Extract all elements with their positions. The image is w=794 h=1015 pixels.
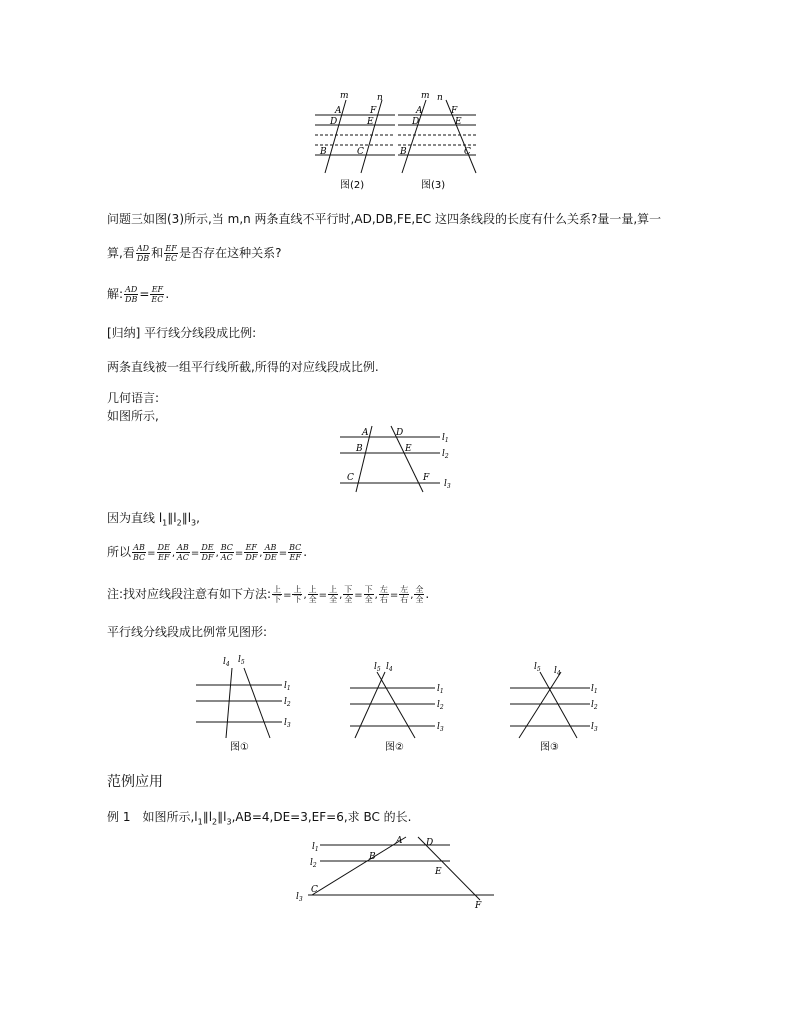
subscript: 1 (162, 518, 168, 528)
separator: , (303, 590, 307, 601)
denominator: DF (201, 553, 214, 562)
numerator: DE (157, 543, 170, 552)
example-1-figure (290, 830, 500, 912)
label-l5 (534, 662, 541, 673)
label-l4 (223, 657, 230, 668)
sub: 1 (314, 846, 319, 853)
numerator: EF (151, 285, 164, 294)
label-E: E (455, 117, 462, 127)
note-line (107, 585, 429, 604)
l: l (534, 662, 537, 672)
proportion-equations (131, 543, 303, 562)
because-line (107, 511, 200, 530)
fraction-ef-ec (164, 244, 178, 263)
sub: 1 (593, 688, 598, 695)
separator: , (339, 590, 343, 601)
l: l (437, 700, 440, 710)
separator: , (374, 590, 378, 601)
sub: 3 (286, 722, 291, 729)
l: l (386, 662, 389, 672)
numerator: 上 (273, 585, 282, 594)
numerator: EF (165, 244, 177, 253)
l: l (444, 479, 447, 489)
separator: = (234, 548, 244, 559)
parallel-lines-figure (335, 422, 460, 494)
sub: 5 (240, 659, 245, 666)
fraction (343, 585, 353, 604)
numerator: EF (245, 543, 257, 552)
l: l (284, 681, 287, 691)
as-shown-text: 如图所示, (107, 409, 159, 423)
label-D: D (330, 117, 338, 127)
common-figures-title: 平行线分线段成比例常见图形: (107, 625, 268, 639)
l: l (296, 892, 299, 902)
numerator: 全 (415, 585, 424, 594)
label-l1 (284, 681, 291, 692)
numerator: AD (125, 285, 138, 294)
sub: 1 (439, 688, 444, 695)
subscript: 3 (191, 518, 197, 528)
sub: 3 (446, 483, 451, 490)
fraction (308, 585, 318, 604)
numerator: AB (177, 543, 189, 552)
l: l (591, 722, 594, 732)
fraction (292, 585, 302, 604)
denominator: EF (158, 553, 170, 562)
sub: 2 (444, 453, 449, 460)
subscript: 1 (197, 817, 203, 827)
fraction (399, 585, 409, 604)
label-B: B (320, 147, 327, 157)
numerator: AB (264, 543, 277, 552)
subscript: 2 (212, 817, 218, 827)
equals-sign: = (139, 287, 150, 301)
label-A: A (416, 106, 423, 116)
parallel: ∥l (167, 511, 177, 525)
question-text: 是否存在这种关系? (179, 246, 282, 260)
common-figure-2 (345, 650, 460, 755)
note-ratios (271, 585, 425, 604)
l: l (591, 700, 594, 710)
denominator: DB (136, 254, 150, 263)
example-text: 例 1 如图所示,l (107, 810, 198, 824)
label-E: E (405, 444, 412, 454)
fraction (157, 543, 171, 562)
l: l (223, 657, 226, 667)
question-line-1: 问题三如图(3)所示,当 m,n 两条直线不平行时,AD,DB,FE,EC 这四条线段的长度有什么关系?量一量,算一 (107, 212, 662, 226)
section-title: 范例应用 (107, 774, 163, 790)
separator: = (190, 548, 200, 559)
note-prefix: 注:找对应线段注意有如下方法: (107, 587, 272, 601)
denominator: DF (245, 553, 258, 562)
l: l (442, 433, 445, 443)
numerator: 上 (293, 585, 302, 594)
question-line-2 (107, 244, 281, 263)
top-figures (300, 88, 490, 193)
label-D: D (412, 117, 420, 127)
fraction (288, 543, 302, 562)
fraction (328, 585, 338, 604)
label-m: m (340, 91, 349, 101)
label-l3 (284, 718, 291, 729)
label-C: C (311, 885, 318, 895)
l: l (591, 684, 594, 694)
period: . (165, 287, 170, 301)
label-F: F (451, 106, 458, 116)
fraction (414, 585, 424, 604)
label-F: F (423, 473, 430, 483)
fraction (176, 543, 190, 562)
sub: 2 (312, 862, 317, 869)
common-figure-1 (190, 650, 305, 755)
fraction-ad-db (124, 285, 138, 304)
label-D: D (396, 428, 404, 438)
fraction (379, 585, 389, 604)
sub: 3 (439, 726, 444, 733)
label-A: A (335, 106, 342, 116)
l: l (238, 655, 241, 665)
sub: 3 (298, 896, 303, 903)
label-C: C (464, 147, 471, 157)
label-l3 (591, 722, 598, 733)
denominator: 右 (400, 595, 409, 604)
denominator: EC (165, 254, 178, 263)
figure-2 (315, 91, 395, 191)
l: l (442, 449, 445, 459)
l: l (374, 662, 377, 672)
label-E: E (367, 117, 374, 127)
fraction-ef-ec (150, 285, 164, 304)
sub: 5 (376, 666, 381, 673)
numerator: 上 (329, 585, 338, 594)
subscript: 3 (226, 817, 232, 827)
label-l3 (296, 892, 303, 903)
label-l2 (284, 697, 291, 708)
label-n: n (377, 93, 383, 103)
caption: 图② (385, 742, 404, 753)
denominator: 全 (364, 595, 373, 604)
denominator: DE (264, 553, 277, 562)
label-l2 (437, 700, 444, 711)
numerator: 上 (308, 585, 317, 594)
label-l1 (591, 684, 598, 695)
summary-title: [归纳] 平行线分线段成比例: (107, 326, 257, 340)
sub: 4 (225, 661, 230, 668)
subscript: 2 (176, 518, 182, 528)
denominator: EF (289, 553, 301, 562)
denominator: 全 (415, 595, 424, 604)
label-B: B (400, 147, 407, 157)
separator: = (354, 590, 363, 601)
period: . (303, 545, 308, 559)
label-l3 (437, 722, 444, 733)
denominator: 右 (379, 595, 388, 604)
label-A: A (396, 836, 403, 846)
denominator: DB (125, 295, 138, 304)
label-l4 (386, 662, 393, 673)
sub: 1 (286, 685, 291, 692)
so-line (107, 543, 307, 562)
example-text: ,AB=4,DE=3,EF=6,求 BC 的长. (231, 810, 412, 824)
label-B: B (369, 852, 376, 862)
numerator: DE (201, 543, 214, 552)
l: l (284, 697, 287, 707)
denominator: 下 (293, 595, 302, 604)
so-prefix: 所以 (107, 545, 132, 559)
caption: 图③ (540, 742, 559, 753)
caption-figure-2: 图(2) (340, 180, 365, 191)
label-l2 (310, 858, 317, 869)
l: l (312, 842, 315, 852)
numerator: 左 (400, 585, 409, 594)
denominator: AC (220, 553, 233, 562)
label-l5 (238, 655, 245, 666)
label-l1 (437, 684, 444, 695)
numerator: AD (136, 244, 150, 253)
denominator: EC (151, 295, 164, 304)
parallel: ∥l (181, 511, 192, 525)
fraction (200, 543, 214, 562)
label-C: C (357, 147, 364, 157)
separator: = (318, 590, 328, 601)
sub: 4 (556, 670, 561, 677)
label-l2 (591, 700, 598, 711)
label-C: C (347, 473, 354, 483)
separator: = (278, 548, 288, 559)
sub: 5 (536, 666, 541, 673)
label-l3 (444, 479, 451, 490)
denominator: 全 (329, 595, 338, 604)
separator: = (389, 590, 399, 601)
l: l (437, 684, 440, 694)
period: . (425, 587, 430, 601)
denominator: 全 (308, 595, 317, 604)
fraction (220, 543, 234, 562)
example-1-text (107, 810, 412, 829)
separator: , (410, 590, 414, 601)
parallel: ∥l (202, 810, 213, 824)
parallel: ∥l (217, 810, 227, 824)
label-l5 (374, 662, 381, 673)
caption: 图① (230, 742, 249, 753)
fraction (272, 585, 282, 604)
l: l (284, 718, 287, 728)
l: l (310, 858, 313, 868)
numerator: BC (220, 543, 233, 552)
question-text: 算,看 (107, 246, 135, 260)
summary-statement: 两条直线被一组平行线所截,所得的对应线段成比例. (107, 360, 379, 374)
label-E: E (435, 867, 442, 877)
label-l4 (554, 666, 561, 677)
l: l (437, 722, 440, 732)
denominator: AC (177, 553, 189, 562)
label-A: A (362, 428, 369, 438)
because-text: 因为直线 l (107, 511, 163, 525)
label-D: D (426, 838, 434, 848)
sub: 1 (444, 437, 449, 444)
common-figure-3 (505, 650, 620, 755)
denominator: 下 (273, 595, 282, 604)
label-F: F (370, 106, 377, 116)
geometry-language-title: 几何语言: (107, 391, 160, 405)
numerator: 左 (379, 585, 388, 594)
fraction (244, 543, 258, 562)
fraction-ad-db (136, 244, 150, 263)
label-n: n (437, 93, 443, 103)
answer-line (107, 285, 169, 304)
separator: , (259, 548, 263, 559)
numerator: 下 (364, 585, 373, 594)
caption-figure-3: 图(3) (421, 180, 446, 191)
label-l1 (442, 433, 449, 444)
label-F: F (475, 901, 482, 911)
sub: 3 (593, 726, 598, 733)
separator: = (283, 590, 292, 601)
numerator: BC (289, 543, 302, 552)
label-B: B (356, 444, 363, 454)
l: l (554, 666, 557, 676)
fraction (132, 543, 146, 562)
answer-prefix: 解: (107, 287, 124, 301)
question-text: 和 (151, 246, 164, 260)
sub: 2 (286, 701, 291, 708)
fraction (263, 543, 277, 562)
separator: , (215, 548, 219, 559)
denominator: BC (133, 553, 146, 562)
numerator: AB (133, 543, 145, 552)
figure-3 (398, 91, 476, 191)
label-l2 (442, 449, 449, 460)
label-l1 (312, 842, 319, 853)
separator: = (147, 548, 156, 559)
sub: 4 (388, 666, 393, 673)
numerator: 下 (344, 585, 353, 594)
label-m: m (421, 91, 430, 101)
sub: 2 (593, 704, 598, 711)
separator: , (171, 548, 176, 559)
comma: , (196, 511, 200, 525)
fraction (364, 585, 374, 604)
denominator: 全 (344, 595, 353, 604)
sub: 2 (439, 704, 444, 711)
